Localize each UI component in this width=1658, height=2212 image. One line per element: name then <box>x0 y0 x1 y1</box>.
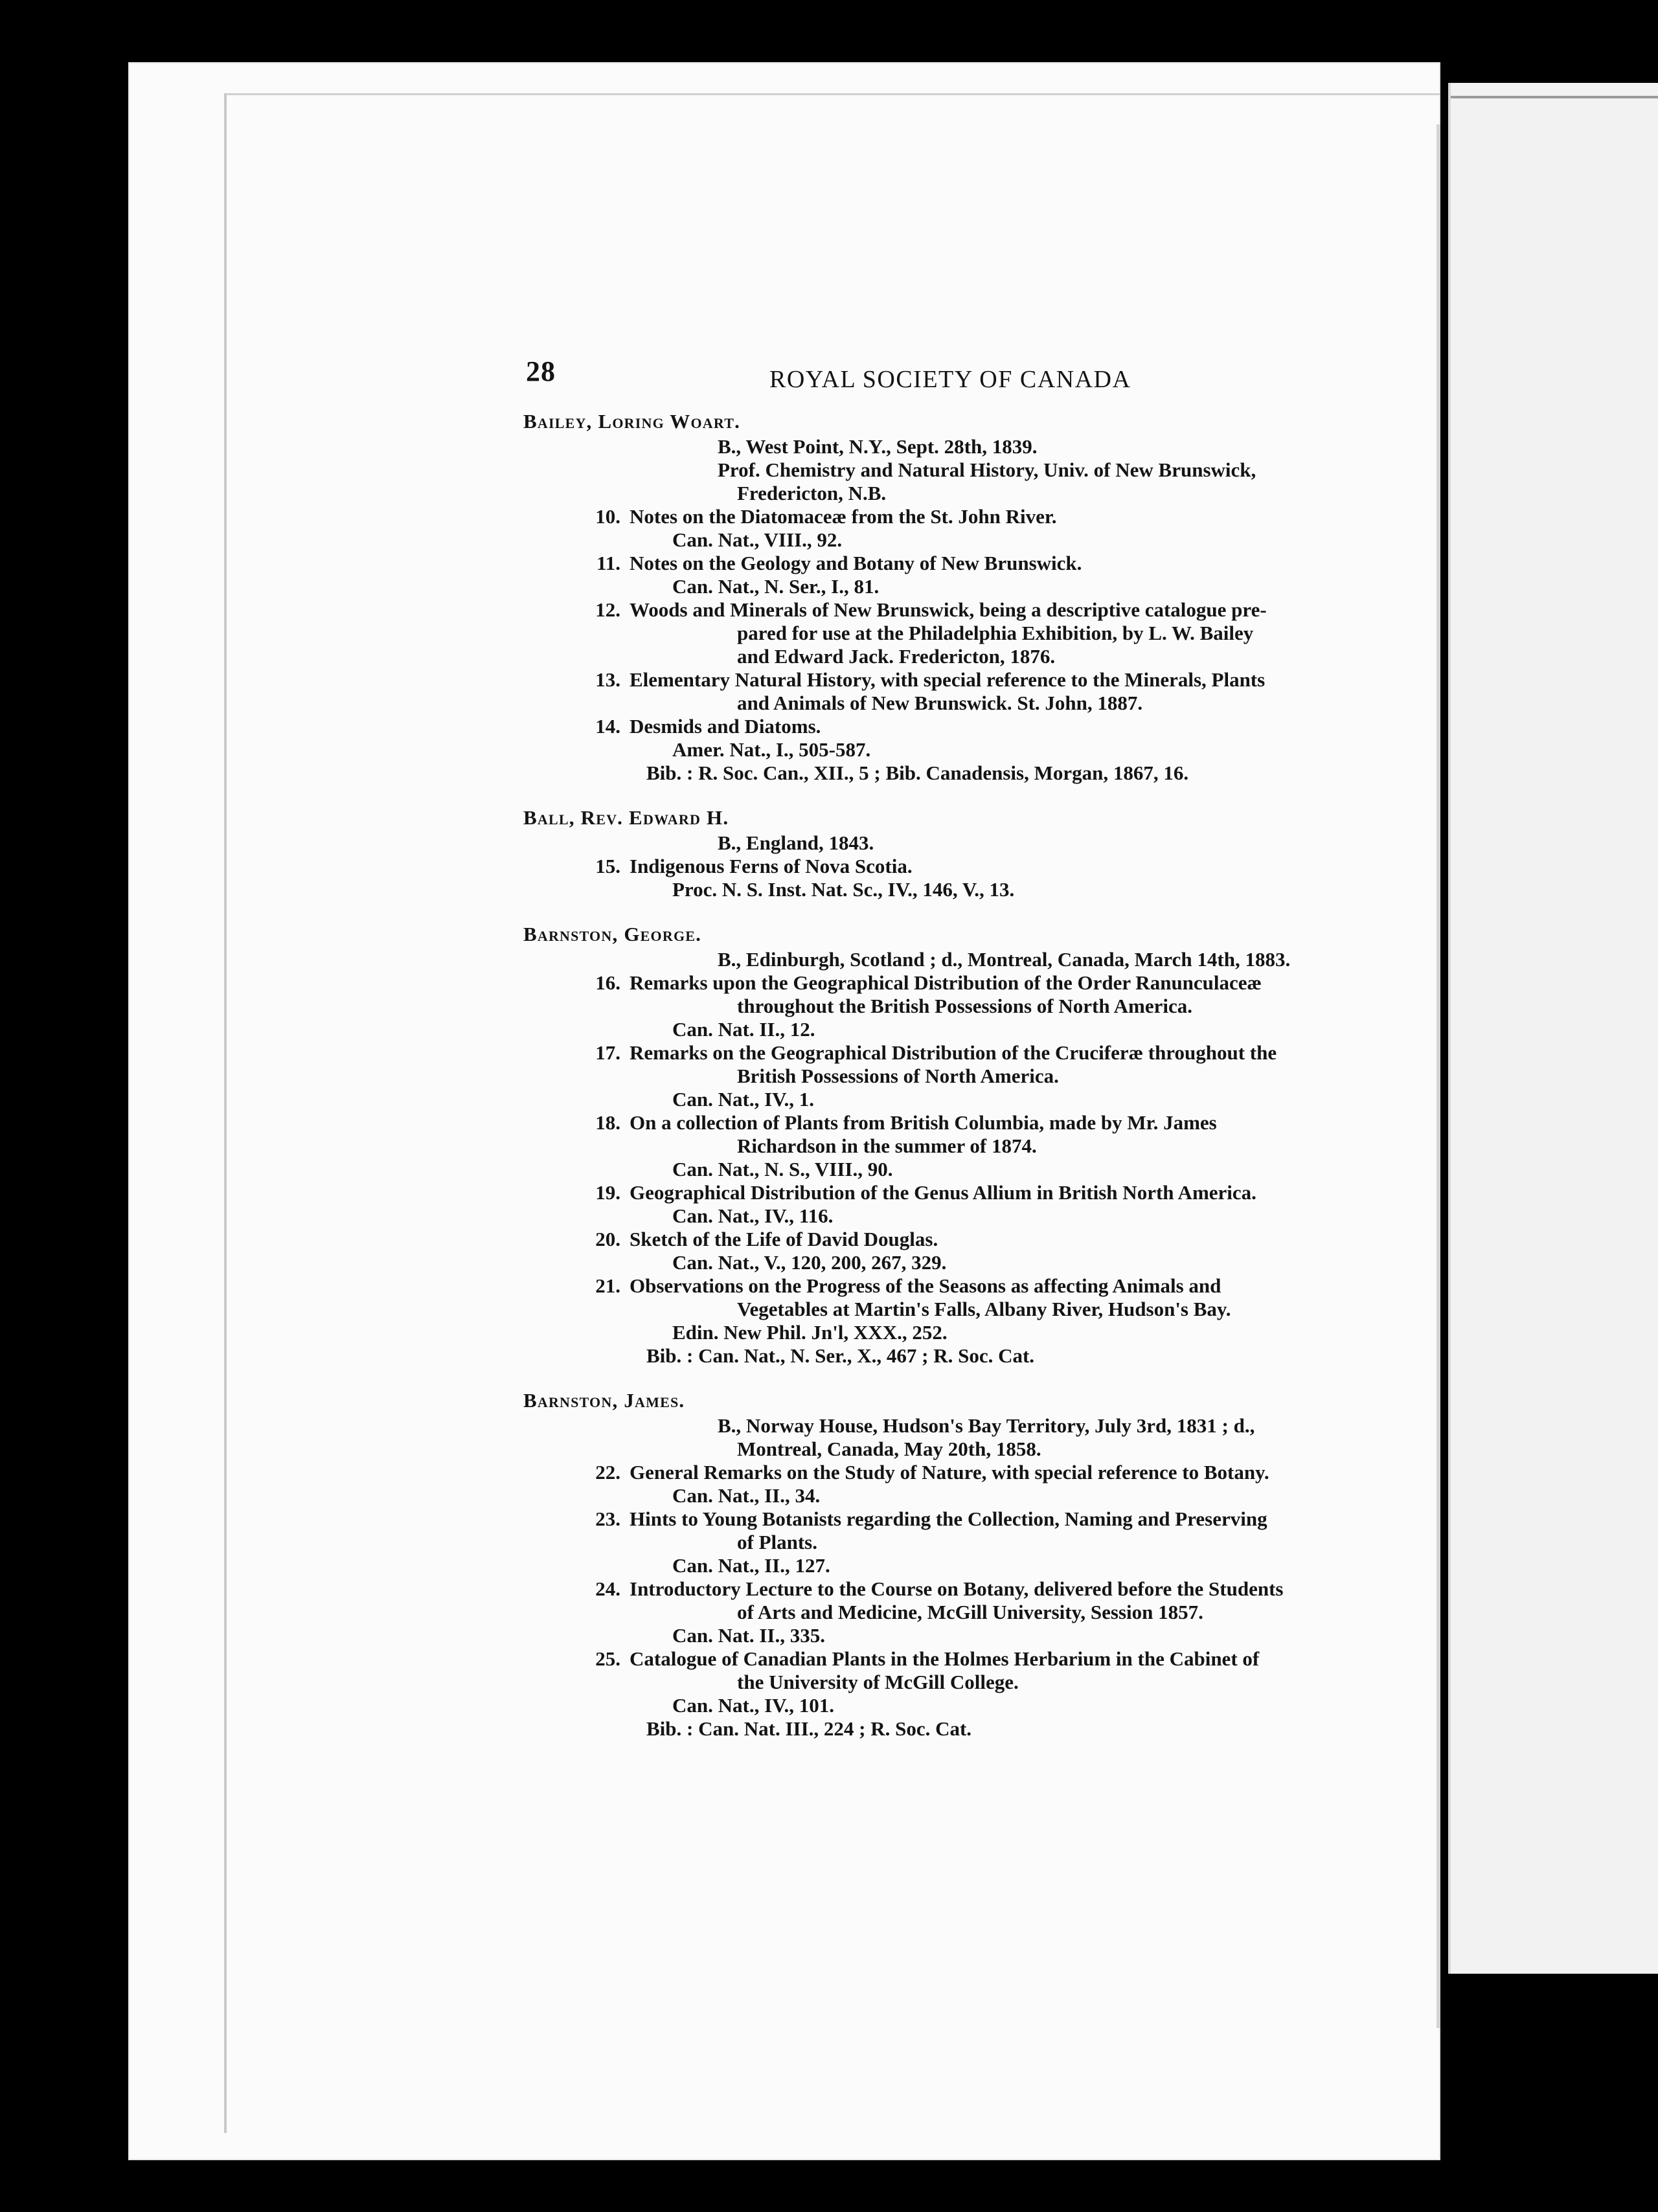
page-number: 28 <box>526 356 556 387</box>
item-number: 21. <box>595 1274 620 1297</box>
running-head <box>510 347 1437 392</box>
publication-item <box>582 505 1437 528</box>
biographical-line: B., England, 1843. <box>718 831 874 854</box>
item-number: 20. <box>595 1228 620 1250</box>
item-reference: Can. Nat., IV., 1. <box>672 1088 815 1111</box>
author-entry <box>510 804 1437 901</box>
author-name: Ball, Rev. Edward H. <box>523 806 729 829</box>
item-title: General Remarks on the Study of Nature, with special reference to Botany. <box>630 1461 1269 1484</box>
item-title: Observations on the Progress of the Seasons as affecting Animals and <box>630 1274 1221 1297</box>
publication-item <box>582 1274 1437 1298</box>
item-title: Remarks on the Geographical Distribution of the Cruciferæ throughout the <box>630 1041 1277 1064</box>
publication-item <box>582 855 1437 878</box>
publication-item <box>582 598 1437 622</box>
item-reference: Can. Nat., II., 127. <box>672 1554 830 1577</box>
item-reference: Amer. Nat., I., 505-587. <box>672 738 871 761</box>
item-title: Introductory Lecture to the Course on Botany, delivered before the Students <box>630 1577 1284 1600</box>
item-number: 23. <box>595 1507 620 1530</box>
biographical-line: B., Norway House, Hudson's Bay Territory, July 3rd, 1831 ; d., <box>718 1414 1255 1437</box>
publication-item <box>582 1647 1437 1671</box>
item-title-continued: and Animals of New Brunswick. St. John, 1887. <box>737 692 1143 714</box>
item-number: 12. <box>595 598 620 621</box>
publication-item <box>582 668 1437 692</box>
biographical-line-continued: Fredericton, N.B. <box>737 482 887 504</box>
item-title-continued: British Possessions of North America. <box>737 1065 1059 1087</box>
item-title: Woods and Minerals of New Brunswick, being a descriptive catalogue pre- <box>630 598 1267 621</box>
item-number: 18. <box>595 1111 620 1134</box>
item-title: Desmids and Diatoms. <box>630 715 821 738</box>
item-title: Elementary Natural History, with special reference to the Minerals, Plants <box>630 668 1266 691</box>
author-entry <box>510 921 1437 1368</box>
item-reference: Can. Nat. II., 335. <box>672 1624 825 1647</box>
item-reference: Can. Nat. II., 12. <box>672 1018 815 1041</box>
item-title: Sketch of the Life of David Douglas. <box>630 1228 938 1250</box>
item-number: 17. <box>595 1041 620 1064</box>
item-number: 24. <box>595 1577 620 1600</box>
item-title-continued: of Arts and Medicine, McGill University, Session 1857. <box>737 1601 1203 1623</box>
publication-item <box>582 1228 1437 1251</box>
item-title: Notes on the Diatomaceæ from the St. John River. <box>630 505 1057 528</box>
item-reference: Can. Nat., N. S., VIII., 90. <box>672 1158 893 1180</box>
biographical-line: B., Edinburgh, Scotland ; d., Montreal, Canada, March 14th, 1883. <box>718 948 1291 971</box>
author-entry <box>510 1387 1437 1741</box>
item-number: 19. <box>595 1181 620 1204</box>
item-title-continued: pared for use at the Philadelphia Exhibition, by L. W. Bailey <box>737 622 1254 644</box>
publication-item <box>582 971 1437 995</box>
bibliography-note: Bib. : R. Soc. Can., XII., 5 ; Bib. Canadensis, Morgan, 1867, 16. <box>646 762 1189 784</box>
item-reference: Can. Nat., N. Ser., I., 81. <box>672 575 880 598</box>
biographical-line: B., West Point, N.Y., Sept. 28th, 1839. <box>718 435 1038 458</box>
publication-item <box>582 1041 1437 1065</box>
item-number: 16. <box>595 971 620 994</box>
item-title: Hints to Young Botanists regarding the Collection, Naming and Preserving <box>630 1507 1267 1530</box>
publication-item <box>582 1111 1437 1134</box>
item-number: 13. <box>595 668 620 691</box>
biographical-line-continued: Montreal, Canada, May 20th, 1858. <box>737 1438 1041 1460</box>
item-reference: Can. Nat., VIII., 92. <box>672 528 843 551</box>
back-sheet <box>1448 83 1658 1974</box>
item-number: 22. <box>595 1461 620 1484</box>
bibliography-entries <box>510 408 1437 1741</box>
item-title-continued: Vegetables at Martin's Falls, Albany River, Hudson's Bay. <box>737 1298 1231 1320</box>
bibliography-note: Bib. : Can. Nat. III., 224 ; R. Soc. Cat. <box>646 1717 972 1740</box>
publication-item <box>582 715 1437 738</box>
item-reference: Edin. New Phil. Jn'l, XXX., 252. <box>672 1321 948 1344</box>
author-name: Barnston, George. <box>523 923 702 945</box>
item-reference: Can. Nat., V., 120, 200, 267, 329. <box>672 1251 947 1274</box>
item-title: Indigenous Ferns of Nova Scotia. <box>630 855 913 877</box>
publication-item <box>582 552 1437 575</box>
item-number: 15. <box>595 855 620 877</box>
item-reference: Can. Nat., IV., 101. <box>672 1694 835 1717</box>
item-title: Notes on the Geology and Botany of New Brunswick. <box>630 552 1082 574</box>
item-reference: Proc. N. S. Inst. Nat. Sc., IV., 146, V., 13. <box>672 878 1015 901</box>
bibliography-note: Bib. : Can. Nat., N. Ser., X., 467 ; R. Soc. Cat. <box>646 1344 1035 1367</box>
item-title-continued: and Edward Jack. Fredericton, 1876. <box>737 645 1056 668</box>
item-title-continued: of Plants. <box>737 1531 817 1553</box>
item-reference: Can. Nat., IV., 116. <box>672 1204 834 1227</box>
author-name: Barnston, James. <box>523 1389 685 1412</box>
biographical-line: Prof. Chemistry and Natural History, Univ. of New Brunswick, <box>718 458 1256 481</box>
item-title-continued: the University of McGill College. <box>737 1671 1019 1693</box>
back-sheet-edge <box>1451 96 1658 98</box>
author-entry <box>510 408 1437 785</box>
publication-item <box>582 1507 1437 1531</box>
author-name: Bailey, Loring Woart. <box>523 410 741 433</box>
publication-item <box>582 1461 1437 1484</box>
item-reference: Can. Nat., II., 34. <box>672 1484 821 1507</box>
item-number: 11. <box>596 552 620 574</box>
item-number: 10. <box>595 505 620 528</box>
publication-item <box>582 1577 1437 1601</box>
item-title: On a collection of Plants from British Columbia, made by Mr. James <box>630 1111 1217 1134</box>
page-inner-edge <box>224 93 227 2133</box>
page-top-edge <box>225 93 1440 95</box>
item-title: Remarks upon the Geographical Distribution of the Order Ranunculaceæ <box>630 971 1262 994</box>
publication-item <box>582 1181 1437 1204</box>
page-right-edge <box>1437 124 1440 2028</box>
item-title-continued: throughout the British Possessions of North America. <box>737 995 1192 1017</box>
page-title: ROYAL SOCIETY OF CANADA <box>769 366 1131 393</box>
scanned-page <box>128 62 1440 2160</box>
item-number: 14. <box>595 715 620 738</box>
item-title-continued: Richardson in the summer of 1874. <box>737 1134 1037 1157</box>
item-title: Geographical Distribution of the Genus Allium in British North America. <box>630 1181 1256 1204</box>
item-number: 25. <box>595 1647 620 1670</box>
page-content <box>510 347 1437 1741</box>
item-title: Catalogue of Canadian Plants in the Holmes Herbarium in the Cabinet of <box>630 1647 1260 1670</box>
